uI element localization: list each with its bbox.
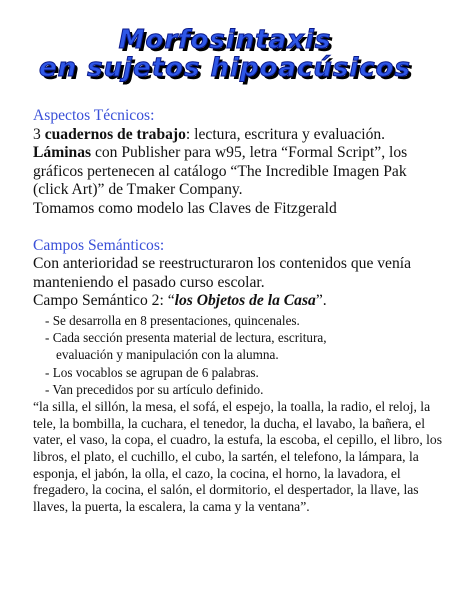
paragraph-cuadernos (33, 126, 443, 145)
list-item: - Van precedidos por su artículo definido. (45, 381, 264, 397)
laminas-bold: Láminas (33, 144, 92, 162)
section-gap (33, 219, 443, 237)
paragraph-cuadernos-prefix: 3 (33, 125, 45, 143)
list-item: - Cada sección presenta material de lectura, escritura, (45, 330, 327, 346)
paragraph-cuadernos-rest: : lectura, escritura y evaluación. (185, 125, 386, 143)
paragraph-campo-semantico (33, 292, 443, 311)
list-item: - Los vocablos se agrupan de 6 palabras. (45, 364, 259, 380)
document-body (33, 107, 443, 516)
heading-aspectos-tecnicos: Aspectos Técnicos: (33, 107, 155, 124)
cuadernos-bold: cuadernos de trabajo (44, 125, 186, 143)
list-item-continuation: evaluación y manipulación con la alumna. (56, 347, 279, 363)
list-item: - Se desarrolla en 8 presentaciones, quincenales. (45, 312, 300, 328)
heading-campos-semanticos: Campos Semánticos: (33, 236, 165, 254)
vocabulary-quote: “la silla, el sillón, la mesa, el sofá, el espejo, la toalla, la radio, el reloj, la tele, la bombilla, la cuchara, el tenedor, la ducha, el lavabo, la bañera, el vater, el vaso, la copa, el cuadro, la estufa, la escoba, el cepillo, el libro, los libros, el plato, el cuchillo, el cubo, la sartén, el telefono, la lámpara, la esponja, el jabón, la olla, el cazo, la cocina, el horno, la lavadora, el fregadero, la cocina, el salón, el dormitorio, el despertador, la llave, las llaves, la puerta, la escalera, la cama y la ventana”. (33, 398, 442, 515)
bullet-list (33, 312, 443, 398)
title-line-2: en sujetos hipoacúsicos (38, 53, 412, 83)
paragraph-fitzgerald: Tomamos como modelo las Claves de Fitzgerald (33, 199, 337, 217)
title-line-1: Morfosintaxis (118, 25, 332, 55)
page-title (0, 26, 450, 82)
campo-suffix: ”. (315, 292, 327, 310)
campo-prefix: Campo Semántico 2: “ (33, 292, 175, 310)
paragraph-anterioridad: Con anterioridad se reestructuraron los contenidos que venía manteniendo el pasado curso escolar. (33, 255, 412, 291)
paragraph-laminas (33, 144, 443, 200)
paragraph-laminas-rest: con Publisher para w95, letra “Formal Script”, los gráficos pertenecen al catálogo “The Incredible Imagen Pak (click Art)” de Tmaker Company. (33, 144, 408, 199)
objetos-casa-bold-italic: los Objetos de la Casa (174, 292, 316, 310)
